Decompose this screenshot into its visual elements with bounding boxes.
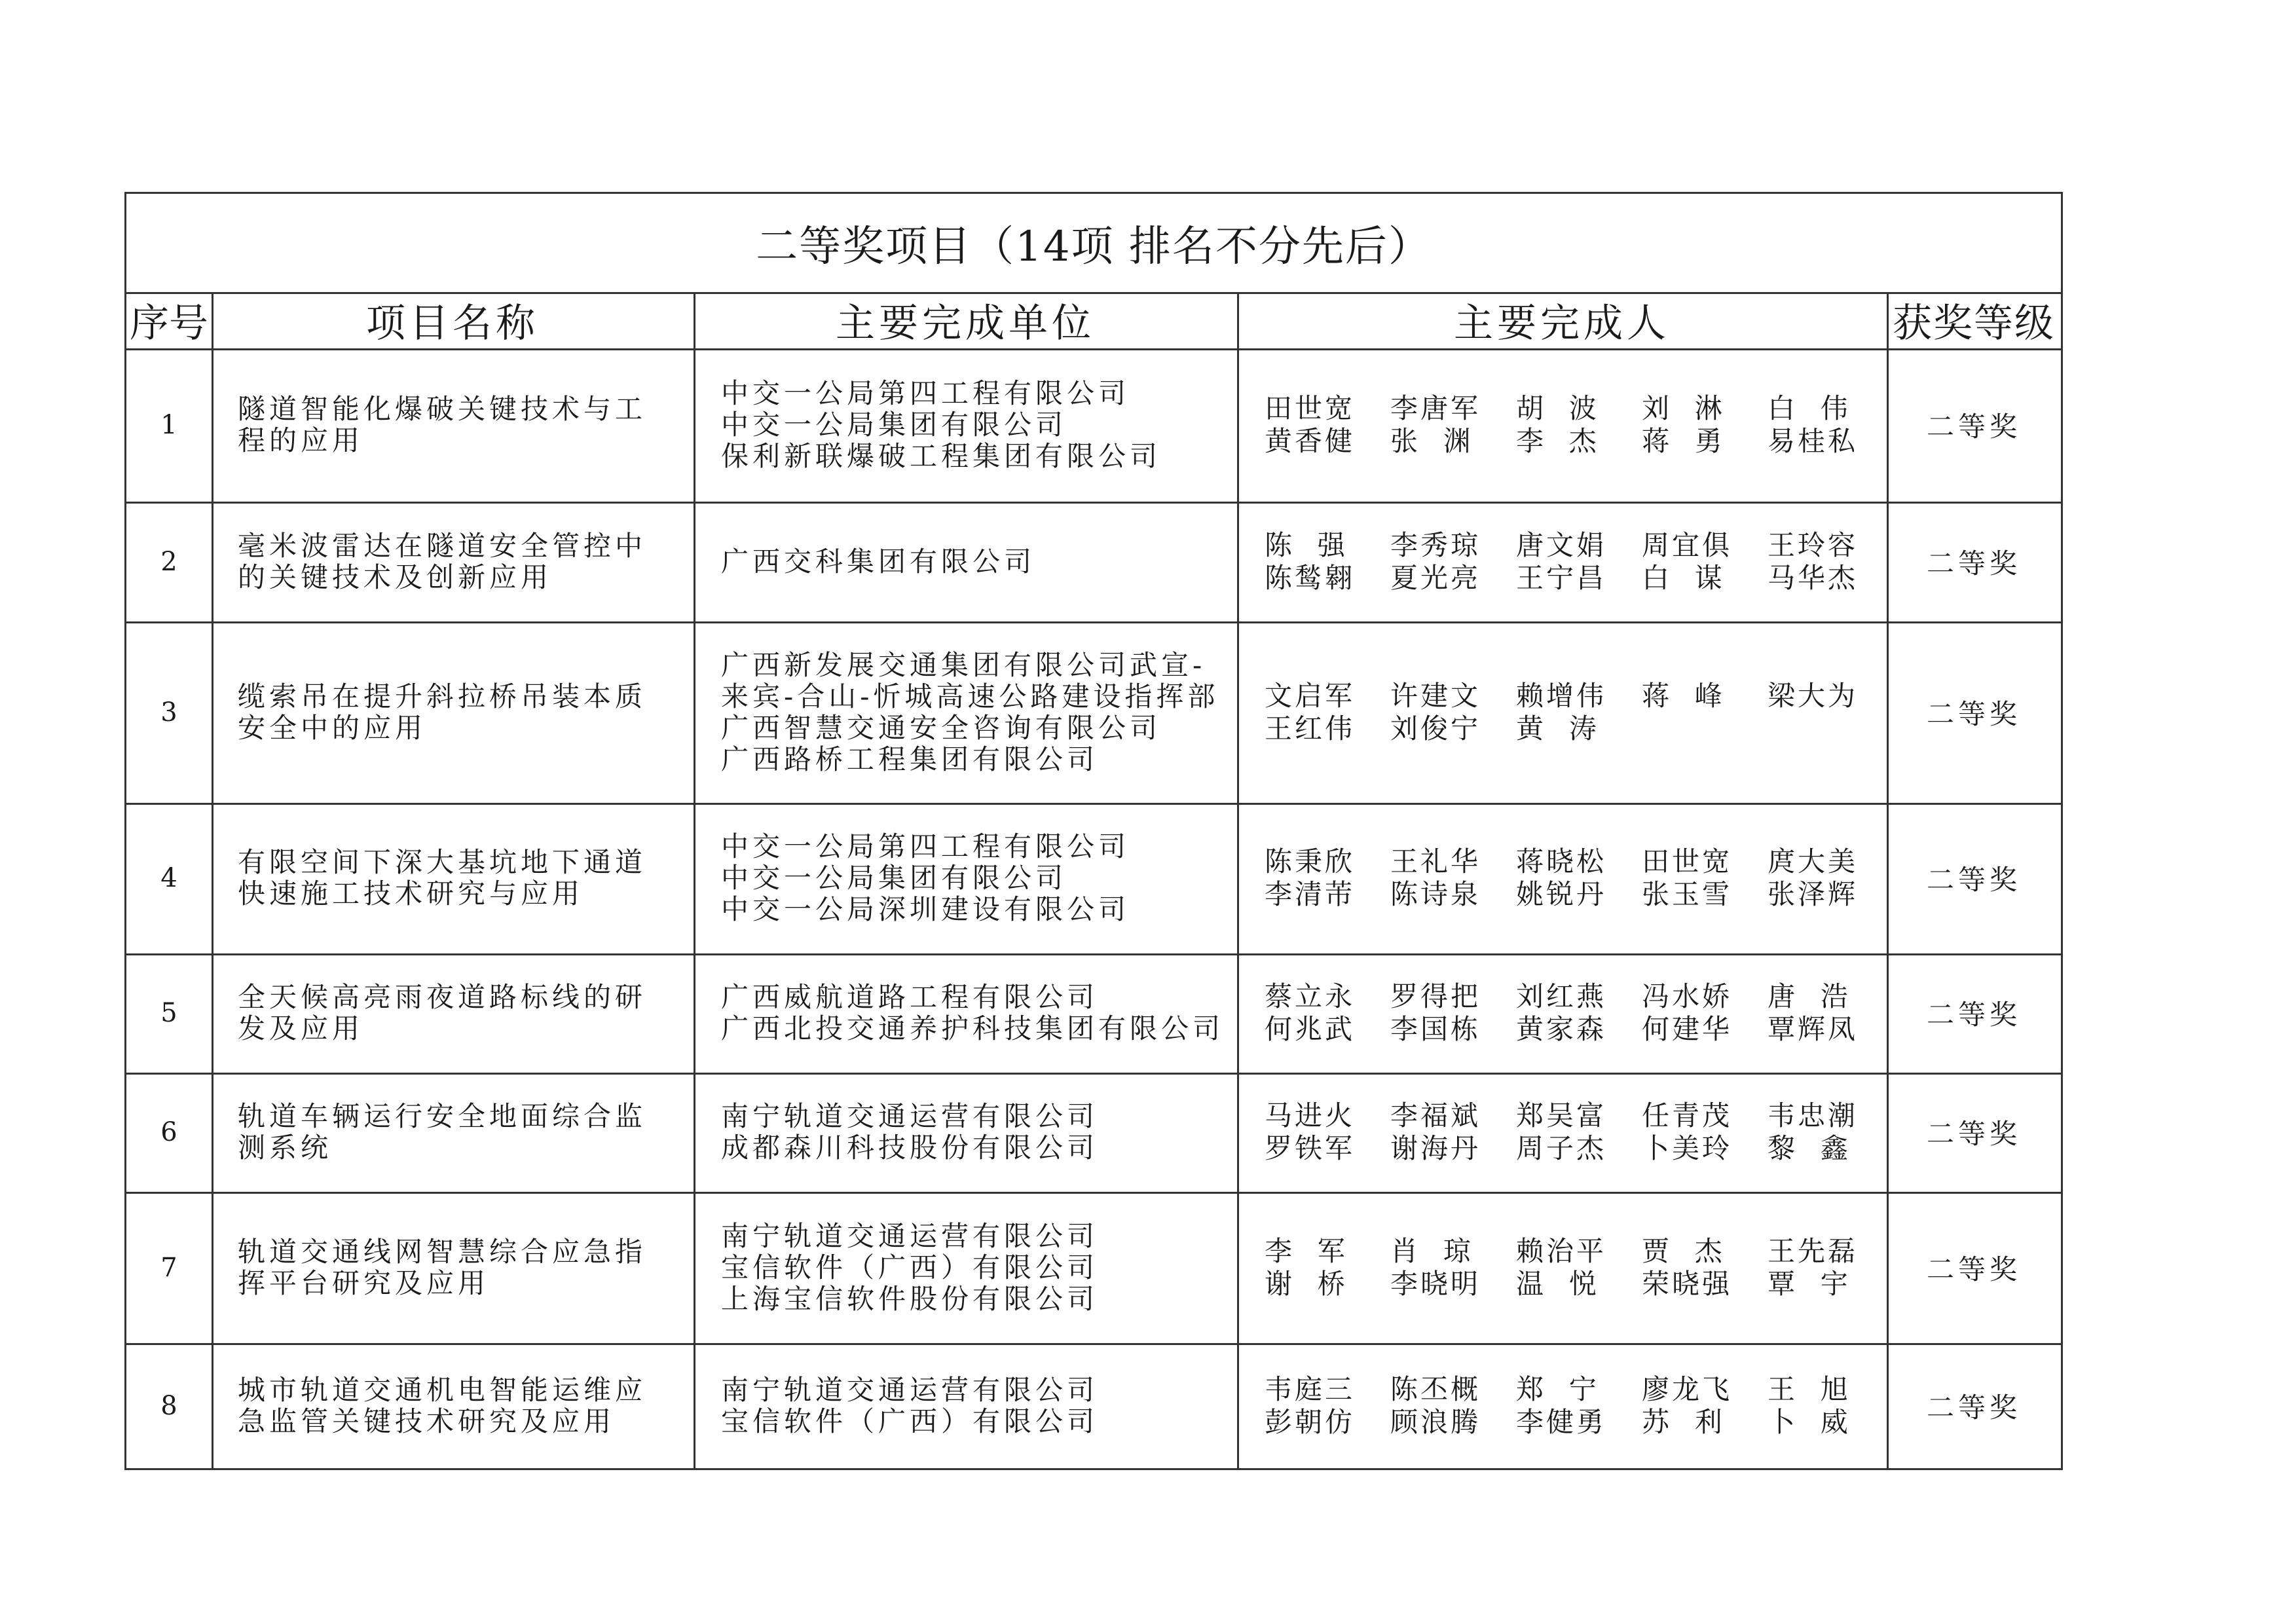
- header-index: 序号: [130, 301, 208, 346]
- person-name: 王礼华: [1390, 845, 1481, 877]
- completion-people: [1237, 502, 1887, 621]
- completion-units: [694, 1192, 1237, 1343]
- person-name: 贾 杰: [1642, 1234, 1725, 1267]
- people-grid: [1265, 393, 1893, 457]
- person-name: 任青茂: [1642, 1099, 1733, 1132]
- person-name: 黄香健: [1265, 425, 1356, 457]
- project-name: [212, 502, 694, 621]
- person-name: 马华杰: [1768, 561, 1859, 594]
- project-name: [212, 621, 694, 803]
- completion-units: [694, 1343, 1237, 1468]
- project-name: [212, 1073, 694, 1192]
- project-name: [212, 953, 694, 1073]
- person-name: 梁大为: [1768, 679, 1859, 712]
- person-name: 赖增伟: [1516, 679, 1607, 712]
- person-name: 张 渊: [1390, 425, 1473, 457]
- person-name: 王玲容: [1768, 528, 1859, 561]
- unit-name: 成都森川科技股份有限公司: [721, 1132, 1099, 1164]
- person-name: 郑 宁: [1516, 1373, 1599, 1405]
- unit-name: 广西北投交通养护科技集团有限公司: [721, 1012, 1225, 1044]
- person-name: 李唐军: [1390, 392, 1481, 424]
- person-name: 胡 波: [1516, 392, 1599, 424]
- person-name: 庹大美: [1768, 845, 1859, 877]
- people-grid: [1265, 680, 1893, 745]
- people-grid: [1265, 530, 1893, 594]
- person-name: 黄 涛: [1516, 712, 1599, 745]
- person-name: 周宜俱: [1642, 528, 1733, 561]
- person-name: 易桂私: [1768, 425, 1859, 457]
- person-name: 何兆武: [1265, 1013, 1356, 1045]
- project-name: [212, 348, 694, 502]
- row-index: 5: [160, 998, 177, 1028]
- award-level: 二等奖: [1926, 697, 2021, 730]
- unit-name: 广西威航道路工程有限公司: [721, 981, 1099, 1013]
- person-name: 李晓明: [1390, 1267, 1481, 1300]
- completion-people: [1237, 348, 1887, 502]
- completion-people: [1237, 1073, 1887, 1192]
- unit-name: 保利新联爆破工程集团有限公司: [721, 440, 1162, 472]
- project-name-text: 缆索吊在提升斜拉桥吊装本质安全中的应用: [238, 680, 647, 744]
- completion-people: [1237, 621, 1887, 803]
- person-name: 陈秉欣: [1265, 845, 1356, 877]
- person-name: 许建文: [1390, 679, 1481, 712]
- person-name: 覃辉凤: [1768, 1013, 1859, 1045]
- completion-units: [694, 502, 1237, 621]
- person-name: 卜美玲: [1642, 1132, 1733, 1164]
- person-name: 韦忠潮: [1768, 1099, 1859, 1132]
- person-name: 田世宽: [1265, 392, 1356, 424]
- row-index: 3: [160, 697, 177, 728]
- project-name-text: 轨道车辆运行安全地面综合监测系统: [238, 1100, 647, 1164]
- person-name: 谢海丹: [1390, 1132, 1481, 1164]
- person-name: 白 谋: [1642, 561, 1725, 594]
- row-index: 2: [160, 546, 177, 577]
- person-name: 郑吴富: [1516, 1099, 1607, 1132]
- unit-name: 南宁轨道交通运营有限公司: [721, 1219, 1099, 1252]
- row-index: 1: [160, 410, 177, 440]
- person-name: 文启军: [1265, 679, 1356, 712]
- completion-units: [694, 803, 1237, 953]
- person-name: 周子杰: [1516, 1132, 1607, 1164]
- completion-people: [1237, 953, 1887, 1073]
- person-name: 张玉雪: [1642, 878, 1733, 910]
- project-name: [212, 1192, 694, 1343]
- unit-name: 广西交科集团有限公司: [721, 545, 1036, 578]
- person-name: 李秀琼: [1390, 528, 1481, 561]
- person-name: 彭朝仿: [1265, 1405, 1356, 1438]
- completion-units: [694, 1073, 1237, 1192]
- award-table: [124, 192, 2063, 1470]
- person-name: 李 军: [1265, 1234, 1348, 1267]
- person-name: 李国栋: [1390, 1013, 1481, 1045]
- award-level: 二等奖: [1926, 411, 2021, 443]
- unit-name: 广西路桥工程集团有限公司: [721, 743, 1099, 775]
- award-level: 二等奖: [1926, 999, 2021, 1031]
- person-name: 李健勇: [1516, 1405, 1607, 1438]
- unit-name: 广西智慧交通安全咨询有限公司: [721, 711, 1162, 744]
- person-name: 田世宽: [1642, 845, 1733, 877]
- award-level: 二等奖: [1926, 864, 2021, 896]
- person-name: 陈丕概: [1390, 1373, 1481, 1405]
- unit-name: 中交一公局第四工程有限公司: [721, 830, 1130, 862]
- person-name: 夏光亮: [1390, 561, 1481, 594]
- completion-people: [1237, 1192, 1887, 1343]
- unit-name: 南宁轨道交通运营有限公司: [721, 1373, 1099, 1406]
- person-name: 马进火: [1265, 1099, 1356, 1132]
- person-name: 卜 威: [1768, 1405, 1851, 1438]
- unit-name: 南宁轨道交通运营有限公司: [721, 1100, 1099, 1132]
- person-name: 张泽辉: [1768, 878, 1859, 910]
- person-name: 刘红燕: [1516, 980, 1607, 1012]
- person-name: 温 悦: [1516, 1267, 1599, 1300]
- person-name: 陈 强: [1265, 528, 1348, 561]
- project-name-text: 全天候高亮雨夜道路标线的研发及应用: [238, 981, 647, 1044]
- unit-name: 中交一公局集团有限公司: [721, 409, 1067, 441]
- row-index: 8: [160, 1390, 177, 1421]
- person-name: 王 旭: [1768, 1373, 1851, 1405]
- unit-name: 中交一公局集团有限公司: [721, 862, 1067, 894]
- people-grid: [1265, 981, 1893, 1045]
- unit-name: 上海宝信软件股份有限公司: [721, 1282, 1099, 1315]
- person-name: 李清芾: [1265, 878, 1356, 910]
- person-name: 覃 宇: [1768, 1267, 1851, 1300]
- person-name: 蒋 勇: [1642, 425, 1725, 457]
- people-grid: [1265, 1236, 1893, 1300]
- completion-units: [694, 953, 1237, 1073]
- person-name: 韦庭三: [1265, 1373, 1356, 1405]
- project-name-text: 轨道交通线网智慧综合应急指挥平台研究及应用: [238, 1235, 647, 1299]
- project-name: [212, 1343, 694, 1468]
- person-name: 刘 淋: [1642, 392, 1725, 424]
- people-grid: [1265, 1100, 1893, 1164]
- project-name-text: 有限空间下深大基坑地下通道快速施工技术研究与应用: [238, 846, 647, 910]
- row-index: 4: [160, 863, 177, 893]
- unit-name: 中交一公局深圳建设有限公司: [721, 893, 1130, 925]
- person-name: 荣晓强: [1642, 1267, 1733, 1300]
- person-name: 王宁昌: [1516, 561, 1607, 594]
- person-name: 赖治平: [1516, 1234, 1607, 1267]
- header-level: 获奖等级: [1893, 301, 2055, 346]
- row-index: 7: [160, 1252, 177, 1283]
- completion-units: [694, 621, 1237, 803]
- person-name: 唐 浩: [1768, 980, 1851, 1012]
- person-name: 蒋 峰: [1642, 679, 1725, 712]
- person-name: 谢 桥: [1265, 1267, 1348, 1300]
- award-level: 二等奖: [1926, 1118, 2021, 1150]
- award-level: 二等奖: [1926, 1391, 2021, 1424]
- project-name-text: 城市轨道交通机电智能运维应急监管关键技术研究及应用: [238, 1373, 647, 1437]
- person-name: 何建华: [1642, 1013, 1733, 1045]
- person-name: 刘俊宁: [1390, 712, 1481, 745]
- completion-units: [694, 348, 1237, 502]
- people-grid: [1265, 1374, 1893, 1438]
- person-name: 蔡立永: [1265, 980, 1356, 1012]
- project-name-text: 毫米波雷达在隧道安全管控中的关键技术及创新应用: [238, 529, 647, 593]
- unit-name: 广西新发展交通集团有限公司武宣-: [721, 648, 1206, 681]
- table-title: 二等奖项目（14项 排名不分先后）: [756, 223, 1432, 271]
- person-name: 王红伟: [1265, 712, 1356, 745]
- award-level: 二等奖: [1926, 547, 2021, 580]
- person-name: 肖 琼: [1390, 1234, 1473, 1267]
- person-name: 冯水娇: [1642, 980, 1733, 1012]
- unit-name: 宝信软件（广西）有限公司: [721, 1405, 1099, 1437]
- person-name: 罗得把: [1390, 980, 1481, 1012]
- header-name: 项目名称: [366, 301, 539, 346]
- completion-people: [1237, 1343, 1887, 1468]
- unit-name: 宝信软件（广西）有限公司: [721, 1251, 1099, 1283]
- header-units: 主要完成单位: [836, 301, 1095, 346]
- person-name: 黄家森: [1516, 1013, 1607, 1045]
- person-name: 廖龙飞: [1642, 1373, 1733, 1405]
- unit-name: 中交一公局第四工程有限公司: [721, 377, 1130, 409]
- header-people: 主要完成人: [1454, 301, 1670, 346]
- person-name: 李福斌: [1390, 1099, 1481, 1132]
- award-level: 二等奖: [1926, 1253, 2021, 1285]
- person-name: 唐文娟: [1516, 528, 1607, 561]
- person-name: 李 杰: [1516, 425, 1599, 457]
- person-name: 陈诗泉: [1390, 878, 1481, 910]
- project-name: [212, 803, 694, 953]
- person-name: 蒋晓松: [1516, 845, 1607, 877]
- person-name: 黎 鑫: [1768, 1132, 1851, 1164]
- person-name: 罗铁军: [1265, 1132, 1356, 1164]
- person-name: 陈鹙翱: [1265, 561, 1356, 594]
- person-name: 顾浪腾: [1390, 1405, 1481, 1438]
- unit-name: 来宾-合山-忻城高速公路建设指挥部: [721, 680, 1219, 712]
- row-index: 6: [160, 1117, 177, 1147]
- project-name-text: 隧道智能化爆破关键技术与工程的应用: [238, 393, 647, 456]
- people-grid: [1265, 846, 1893, 910]
- completion-people: [1237, 803, 1887, 953]
- person-name: 白 伟: [1768, 392, 1851, 424]
- person-name: 王先磊: [1768, 1234, 1859, 1267]
- person-name: 姚锐丹: [1516, 878, 1607, 910]
- person-name: 苏 利: [1642, 1405, 1725, 1438]
